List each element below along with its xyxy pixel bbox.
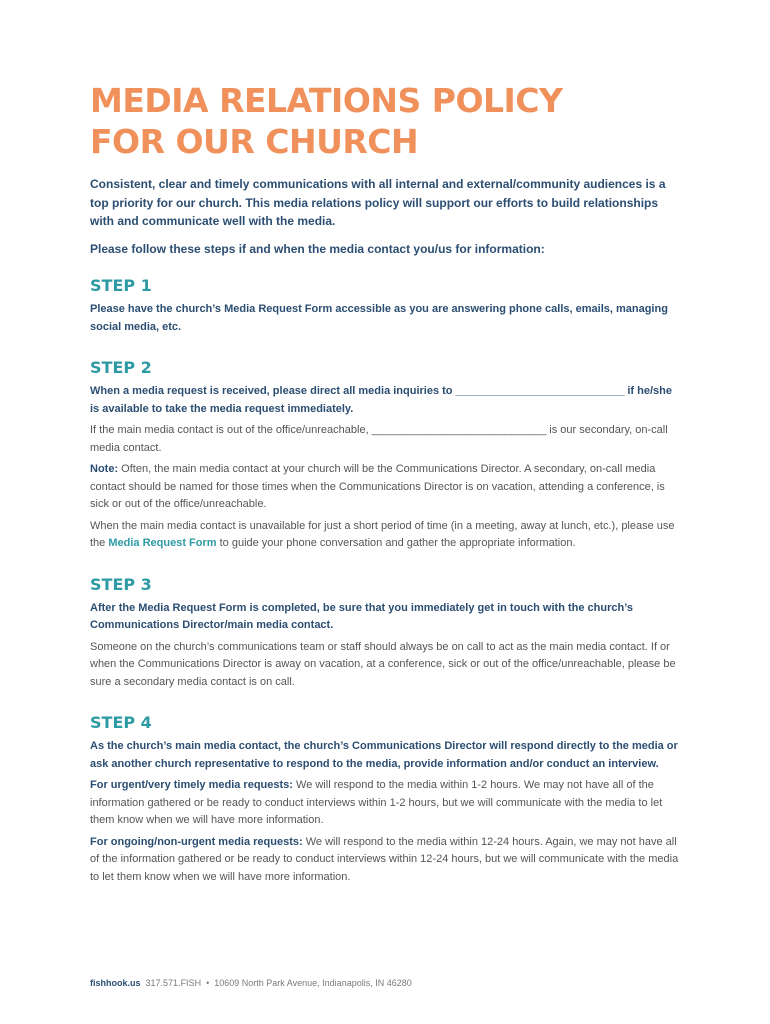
- ongoing-text: We will respond to the media within 12-24 hours. Again, we may not have all of the information gathered or be ready to conduct interviews within 12-24 hours, but we will communicate with the media to let them know when we will have more information.: [90, 835, 679, 883]
- step-3-body: Someone on the church’s communications team or staff should always be on call to act as the main media contact. If or when the Communications Director is away on vacation, at a conference, sick or out of the office/unreachable, please be sure a secondary media contact is on call.: [90, 640, 676, 688]
- footer-brand-link[interactable]: fishhook.us: [90, 978, 141, 988]
- step-4-heading: STEP 4: [90, 713, 152, 732]
- secondary-after: is our secondary, on-call media contact.: [90, 424, 668, 454]
- intro-instruction: Please follow these steps if and when the media contact you/us for information:: [90, 241, 545, 256]
- step-2-note: [90, 461, 680, 514]
- step-1-heading: STEP 1: [90, 276, 152, 295]
- step-2-heading: STEP 2: [90, 358, 152, 377]
- title-line-1: MEDIA RELATIONS POLICY: [90, 81, 563, 120]
- step-1-lead: Please have the church’s Media Request Form accessible as you are answering phone calls, emails, managing social media, etc.: [90, 303, 668, 333]
- page-footer: [90, 978, 412, 988]
- urgent-label: For urgent/very timely media requests:: [90, 779, 293, 791]
- step-3-lead: After the Media Request Form is completed, be sure that you immediately get in touch with the church’s Communications Director/main media contact.: [90, 601, 633, 631]
- step-4-ongoing: [90, 834, 680, 887]
- intro-paragraph: Consistent, clear and timely communications with all internal and external/community audiences is a top priority for our church. This media relations policy will support our efforts to build relationships with and communicate well with the media.: [90, 177, 666, 228]
- note-label: Note:: [90, 463, 119, 475]
- step-4-urgent: [90, 777, 680, 830]
- step-4-lead: As the church’s main media contact, the church’s Communications Director will respond directly to the media or ask another church representative to respond to the media, provide information and/or conduct an interview.: [90, 740, 678, 770]
- step-3-heading: STEP 3: [90, 574, 152, 594]
- step-2-section: [90, 358, 680, 553]
- step-1-section: [90, 276, 680, 336]
- title-line-2: FOR OUR CHURCH: [90, 122, 419, 161]
- main-contact-blank[interactable]: _____________________________: [455, 385, 625, 397]
- step-3-section: [90, 575, 680, 692]
- page-title: [90, 80, 680, 162]
- step-2-lead-after: if he/she is available to take the media request immediately.: [90, 385, 672, 415]
- document-page: [90, 80, 680, 890]
- urgent-text: We will respond to the media within 1-2 hours. We may not have all of the information gathered or be ready to conduct interviews within 1-2 hours, but we will communicate with the media to let them know when we will have more information.: [90, 779, 663, 826]
- short-unavailable-before: When the main media contact is unavailable for just a short period of time (in a meeting, away at lunch, etc.), please use the: [90, 519, 675, 549]
- footer-address: 10609 North Park Avenue, Indianapolis, IN 46280: [214, 978, 412, 988]
- footer-separator: •: [206, 978, 210, 988]
- short-unavailable-after: to guide your phone conversation and gather the appropriate information.: [216, 537, 576, 549]
- step-2-secondary-contact: [90, 422, 680, 457]
- media-request-form-link[interactable]: Media Request Form: [108, 537, 217, 549]
- step-4-section: [90, 713, 680, 886]
- footer-phone: 317.571.FISH: [145, 978, 202, 988]
- secondary-contact-blank[interactable]: ______________________________: [371, 424, 547, 436]
- step-2-short-unavailable: [90, 518, 680, 553]
- step-2-lead: [90, 383, 680, 418]
- ongoing-label: For ongoing/non-urgent media requests:: [90, 835, 303, 848]
- step-2-lead-before: When a media request is received, please direct all media inquiries to: [90, 385, 456, 397]
- secondary-before: If the main media contact is out of the office/unreachable,: [90, 424, 372, 436]
- note-text: Often, the main media contact at your church will be the Communications Director. A secondary, on-call media contact should be named for those times when the Communications Director is on vacation, attending a conference, is sick or out of the office/unreachable.: [90, 463, 665, 510]
